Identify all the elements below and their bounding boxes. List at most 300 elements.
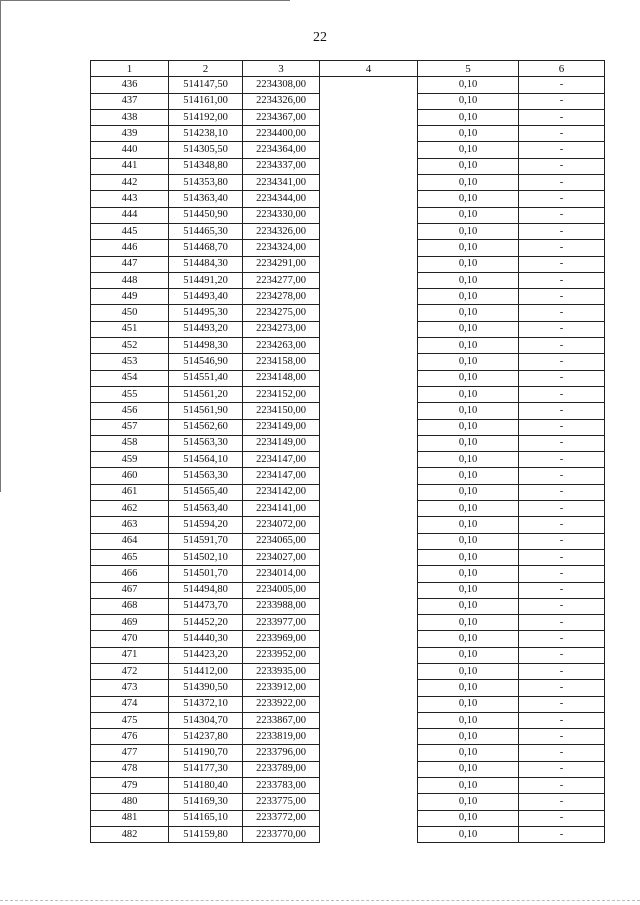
- table-cell-col6: -: [519, 598, 605, 614]
- table-cell-col4: [320, 501, 418, 517]
- table-cell-col3: 2233783,00: [243, 778, 320, 794]
- table-cell-col4: [320, 598, 418, 614]
- table-cell-col5: 0,10: [418, 191, 519, 207]
- table-cell-col3: 2233912,00: [243, 680, 320, 696]
- table-cell-col3: 2233770,00: [243, 826, 320, 842]
- table-cell-col2: 514563,30: [169, 435, 243, 451]
- column-header-4: 4: [320, 61, 418, 77]
- table-cell-col5: 0,10: [418, 175, 519, 191]
- table-cell-col2: 514562,60: [169, 419, 243, 435]
- table-cell-col4: [320, 533, 418, 549]
- table-cell-col1: 452: [91, 338, 169, 354]
- table-cell-col2: 514561,90: [169, 403, 243, 419]
- table-cell-col6: -: [519, 338, 605, 354]
- table-cell-col5: 0,10: [418, 142, 519, 158]
- table-cell-col1: 475: [91, 712, 169, 728]
- table-cell-col5: 0,10: [418, 615, 519, 631]
- table-cell-col6: -: [519, 826, 605, 842]
- table-cell-col5: 0,10: [418, 77, 519, 93]
- table-cell-col3: 2234344,00: [243, 191, 320, 207]
- table-cell-col6: -: [519, 386, 605, 402]
- table-cell-col1: 479: [91, 778, 169, 794]
- table-cell-col2: 514180,40: [169, 778, 243, 794]
- table-cell-col5: 0,10: [418, 93, 519, 109]
- table-cell-col6: -: [519, 484, 605, 500]
- table-row: [91, 484, 605, 500]
- table-cell-col2: 514169,30: [169, 794, 243, 810]
- table-cell-col6: -: [519, 566, 605, 582]
- table-cell-col3: 2233775,00: [243, 794, 320, 810]
- table-cell-col5: 0,10: [418, 712, 519, 728]
- table-cell-col2: 514502,10: [169, 549, 243, 565]
- table-cell-col5: 0,10: [418, 109, 519, 125]
- table-cell-col4: [320, 452, 418, 468]
- table-cell-col4: [320, 549, 418, 565]
- table-cell-col6: -: [519, 680, 605, 696]
- table-row: [91, 175, 605, 191]
- table-cell-col3: 2233922,00: [243, 696, 320, 712]
- table-cell-col3: 2234341,00: [243, 175, 320, 191]
- table-cell-col2: 514591,70: [169, 533, 243, 549]
- table-cell-col6: -: [519, 175, 605, 191]
- table-cell-col1: 448: [91, 272, 169, 288]
- table-row: [91, 207, 605, 223]
- table-cell-col1: 464: [91, 533, 169, 549]
- table-cell-col3: 2234337,00: [243, 158, 320, 174]
- table-cell-col3: 2234263,00: [243, 338, 320, 354]
- table-row: [91, 533, 605, 549]
- table-cell-col1: 474: [91, 696, 169, 712]
- table-cell-col1: 477: [91, 745, 169, 761]
- table-row: [91, 582, 605, 598]
- table-row: [91, 745, 605, 761]
- table-header-row: [91, 61, 605, 77]
- table-cell-col5: 0,10: [418, 810, 519, 826]
- table-cell-col4: [320, 582, 418, 598]
- table-cell-col3: 2234158,00: [243, 354, 320, 370]
- table-cell-col5: 0,10: [418, 338, 519, 354]
- table-cell-col4: [320, 778, 418, 794]
- table-cell-col2: 514563,40: [169, 501, 243, 517]
- column-header-3: 3: [243, 61, 320, 77]
- table-cell-col4: [320, 696, 418, 712]
- table-cell-col5: 0,10: [418, 452, 519, 468]
- table-cell-col4: [320, 175, 418, 191]
- table-cell-col4: [320, 142, 418, 158]
- table-row: [91, 305, 605, 321]
- table-row: [91, 615, 605, 631]
- table-cell-col2: 514190,70: [169, 745, 243, 761]
- table-cell-col3: 2233969,00: [243, 631, 320, 647]
- table-cell-col3: 2234277,00: [243, 272, 320, 288]
- table-cell-col4: [320, 566, 418, 582]
- table-cell-col3: 2234326,00: [243, 93, 320, 109]
- table-cell-col3: 2234326,00: [243, 223, 320, 239]
- table-cell-col6: -: [519, 549, 605, 565]
- table-row: [91, 223, 605, 239]
- table-cell-col6: -: [519, 289, 605, 305]
- table-cell-col3: 2234147,00: [243, 452, 320, 468]
- table-row: [91, 419, 605, 435]
- table-row: [91, 289, 605, 305]
- table-cell-col1: 469: [91, 615, 169, 631]
- table-cell-col1: 461: [91, 484, 169, 500]
- table-cell-col3: 2234330,00: [243, 207, 320, 223]
- table-cell-col4: [320, 826, 418, 842]
- column-header-1: 1: [91, 61, 169, 77]
- table-row: [91, 810, 605, 826]
- table-cell-col1: 481: [91, 810, 169, 826]
- table-cell-col5: 0,10: [418, 501, 519, 517]
- table-cell-col2: 514473,70: [169, 598, 243, 614]
- table-cell-col5: 0,10: [418, 826, 519, 842]
- table-cell-col2: 514494,80: [169, 582, 243, 598]
- table-cell-col5: 0,10: [418, 223, 519, 239]
- table-cell-col2: 514493,40: [169, 289, 243, 305]
- table-cell-col5: 0,10: [418, 272, 519, 288]
- table-cell-col5: 0,10: [418, 761, 519, 777]
- table-row: [91, 126, 605, 142]
- table-cell-col5: 0,10: [418, 663, 519, 679]
- table-cell-col2: 514412,00: [169, 663, 243, 679]
- table-cell-col5: 0,10: [418, 354, 519, 370]
- table-row: [91, 680, 605, 696]
- table-cell-col6: -: [519, 77, 605, 93]
- table-row: [91, 826, 605, 842]
- coordinates-table: [90, 60, 605, 843]
- table-cell-col2: 514561,20: [169, 386, 243, 402]
- table-cell-col2: 514304,70: [169, 712, 243, 728]
- table-cell-col1: 471: [91, 647, 169, 663]
- table-cell-col2: 514237,80: [169, 729, 243, 745]
- table-cell-col4: [320, 810, 418, 826]
- table-cell-col1: 473: [91, 680, 169, 696]
- table-cell-col1: 436: [91, 77, 169, 93]
- table-cell-col4: [320, 680, 418, 696]
- table-row: [91, 712, 605, 728]
- table-cell-col5: 0,10: [418, 794, 519, 810]
- table-cell-col4: [320, 305, 418, 321]
- table-cell-col4: [320, 223, 418, 239]
- table-cell-col5: 0,10: [418, 484, 519, 500]
- table-cell-col4: [320, 338, 418, 354]
- table-cell-col3: 2234027,00: [243, 549, 320, 565]
- table-cell-col6: -: [519, 663, 605, 679]
- table-cell-col1: 462: [91, 501, 169, 517]
- table-cell-col4: [320, 256, 418, 272]
- table-cell-col6: -: [519, 93, 605, 109]
- table-cell-col4: [320, 191, 418, 207]
- table-row: [91, 403, 605, 419]
- table-cell-col6: -: [519, 615, 605, 631]
- table-cell-col3: 2234148,00: [243, 370, 320, 386]
- table-cell-col4: [320, 794, 418, 810]
- table-cell-col6: -: [519, 745, 605, 761]
- table-cell-col1: 442: [91, 175, 169, 191]
- table-cell-col4: [320, 484, 418, 500]
- table-cell-col6: -: [519, 533, 605, 549]
- table-cell-col3: 2233796,00: [243, 745, 320, 761]
- table-cell-col5: 0,10: [418, 403, 519, 419]
- table-cell-col4: [320, 370, 418, 386]
- table-cell-col6: -: [519, 354, 605, 370]
- table-cell-col6: -: [519, 712, 605, 728]
- table-cell-col1: 476: [91, 729, 169, 745]
- table-cell-col1: 454: [91, 370, 169, 386]
- table-cell-col2: 514468,70: [169, 240, 243, 256]
- table-cell-col5: 0,10: [418, 745, 519, 761]
- table-cell-col2: 514165,10: [169, 810, 243, 826]
- table-row: [91, 631, 605, 647]
- table-cell-col5: 0,10: [418, 778, 519, 794]
- table-cell-col4: [320, 386, 418, 402]
- table-row: [91, 435, 605, 451]
- table-cell-col2: 514501,70: [169, 566, 243, 582]
- table-cell-col1: 453: [91, 354, 169, 370]
- table-cell-col6: -: [519, 305, 605, 321]
- table-cell-col3: 2234275,00: [243, 305, 320, 321]
- table-cell-col5: 0,10: [418, 647, 519, 663]
- table-cell-col3: 2234150,00: [243, 403, 320, 419]
- table-cell-col2: 514546,90: [169, 354, 243, 370]
- table-cell-col2: 514177,30: [169, 761, 243, 777]
- table-cell-col4: [320, 207, 418, 223]
- table-cell-col6: -: [519, 158, 605, 174]
- table-cell-col6: -: [519, 582, 605, 598]
- table-cell-col1: 439: [91, 126, 169, 142]
- table-cell-col6: -: [519, 142, 605, 158]
- table-cell-col4: [320, 289, 418, 305]
- table-cell-col5: 0,10: [418, 566, 519, 582]
- table-cell-col4: [320, 240, 418, 256]
- table-cell-col6: -: [519, 272, 605, 288]
- table-row: [91, 566, 605, 582]
- table-cell-col4: [320, 631, 418, 647]
- table-cell-col1: 468: [91, 598, 169, 614]
- table-cell-col3: 2233935,00: [243, 663, 320, 679]
- table-cell-col6: -: [519, 517, 605, 533]
- table-cell-col6: -: [519, 435, 605, 451]
- table-cell-col1: 449: [91, 289, 169, 305]
- table-cell-col4: [320, 663, 418, 679]
- table-row: [91, 354, 605, 370]
- table-cell-col2: 514159,80: [169, 826, 243, 842]
- table-cell-col3: 2234278,00: [243, 289, 320, 305]
- table-cell-col4: [320, 729, 418, 745]
- table-row: [91, 93, 605, 109]
- table-cell-col3: 2234149,00: [243, 419, 320, 435]
- table-cell-col1: 456: [91, 403, 169, 419]
- table-cell-col6: -: [519, 207, 605, 223]
- table-row: [91, 109, 605, 125]
- table-cell-col3: 2233819,00: [243, 729, 320, 745]
- table-cell-col5: 0,10: [418, 468, 519, 484]
- table-cell-col6: -: [519, 647, 605, 663]
- table-cell-col5: 0,10: [418, 680, 519, 696]
- table-cell-col2: 514450,90: [169, 207, 243, 223]
- table-cell-col6: -: [519, 321, 605, 337]
- table-cell-col6: -: [519, 468, 605, 484]
- table-cell-col1: 455: [91, 386, 169, 402]
- table-cell-col5: 0,10: [418, 321, 519, 337]
- table-cell-col1: 444: [91, 207, 169, 223]
- table-cell-col4: [320, 93, 418, 109]
- table-cell-col1: 445: [91, 223, 169, 239]
- table-cell-col1: 443: [91, 191, 169, 207]
- table-cell-col1: 458: [91, 435, 169, 451]
- table-cell-col6: -: [519, 729, 605, 745]
- table-cell-col2: 514161,00: [169, 93, 243, 109]
- table-cell-col1: 451: [91, 321, 169, 337]
- table-cell-col3: 2234364,00: [243, 142, 320, 158]
- table-cell-col3: 2234291,00: [243, 256, 320, 272]
- table-cell-col5: 0,10: [418, 435, 519, 451]
- table-cell-col6: -: [519, 810, 605, 826]
- table-cell-col2: 514498,30: [169, 338, 243, 354]
- table-row: [91, 778, 605, 794]
- table-cell-col2: 514484,30: [169, 256, 243, 272]
- table-cell-col3: 2234152,00: [243, 386, 320, 402]
- table-cell-col1: 440: [91, 142, 169, 158]
- table-cell-col1: 447: [91, 256, 169, 272]
- table-cell-col3: 2234308,00: [243, 77, 320, 93]
- table-cell-col3: 2233789,00: [243, 761, 320, 777]
- table-cell-col1: 459: [91, 452, 169, 468]
- table-cell-col4: [320, 272, 418, 288]
- table-cell-col3: 2234147,00: [243, 468, 320, 484]
- table-cell-col5: 0,10: [418, 289, 519, 305]
- table-cell-col2: 514423,20: [169, 647, 243, 663]
- table-cell-col6: -: [519, 761, 605, 777]
- table-cell-col5: 0,10: [418, 582, 519, 598]
- table-cell-col6: -: [519, 223, 605, 239]
- column-header-2: 2: [169, 61, 243, 77]
- table-cell-col6: -: [519, 256, 605, 272]
- table-cell-col2: 514372,10: [169, 696, 243, 712]
- table-cell-col5: 0,10: [418, 207, 519, 223]
- table-cell-col1: 470: [91, 631, 169, 647]
- table-cell-col1: 472: [91, 663, 169, 679]
- table-cell-col5: 0,10: [418, 256, 519, 272]
- table-cell-col5: 0,10: [418, 598, 519, 614]
- table-cell-col1: 438: [91, 109, 169, 125]
- table-cell-col3: 2234065,00: [243, 533, 320, 549]
- table-cell-col1: 460: [91, 468, 169, 484]
- table-cell-col1: 482: [91, 826, 169, 842]
- table-cell-col1: 457: [91, 419, 169, 435]
- table-cell-col2: 514551,40: [169, 370, 243, 386]
- table-cell-col5: 0,10: [418, 158, 519, 174]
- table-cell-col6: -: [519, 452, 605, 468]
- table-cell-col6: -: [519, 191, 605, 207]
- table-row: [91, 77, 605, 93]
- table-cell-col4: [320, 77, 418, 93]
- table-cell-col4: [320, 435, 418, 451]
- table-cell-col5: 0,10: [418, 370, 519, 386]
- table-cell-col2: 514238,10: [169, 126, 243, 142]
- table-header: [91, 61, 605, 77]
- table-cell-col2: 514565,40: [169, 484, 243, 500]
- table-cell-col1: 437: [91, 93, 169, 109]
- table-cell-col1: 441: [91, 158, 169, 174]
- table-cell-col5: 0,10: [418, 729, 519, 745]
- table-row: [91, 338, 605, 354]
- table-cell-col4: [320, 321, 418, 337]
- table-cell-col2: 514440,30: [169, 631, 243, 647]
- table-cell-col2: 514353,80: [169, 175, 243, 191]
- table-row: [91, 501, 605, 517]
- table-cell-col4: [320, 468, 418, 484]
- table-cell-col4: [320, 354, 418, 370]
- table-row: [91, 321, 605, 337]
- table-cell-col1: 480: [91, 794, 169, 810]
- table-cell-col3: 2234273,00: [243, 321, 320, 337]
- table-cell-col4: [320, 647, 418, 663]
- table-row: [91, 370, 605, 386]
- table-cell-col1: 465: [91, 549, 169, 565]
- table-cell-col6: -: [519, 794, 605, 810]
- table-row: [91, 256, 605, 272]
- table-row: [91, 468, 605, 484]
- table-row: [91, 240, 605, 256]
- table-cell-col2: 514495,30: [169, 305, 243, 321]
- table-cell-col3: 2234367,00: [243, 109, 320, 125]
- table-cell-col5: 0,10: [418, 533, 519, 549]
- table-cell-col2: 514305,50: [169, 142, 243, 158]
- table-cell-col6: -: [519, 419, 605, 435]
- table-cell-col5: 0,10: [418, 549, 519, 565]
- table-cell-col4: [320, 615, 418, 631]
- table-cell-col3: 2233977,00: [243, 615, 320, 631]
- page-number: 22: [313, 30, 327, 45]
- table-cell-col6: -: [519, 109, 605, 125]
- table-cell-col1: 463: [91, 517, 169, 533]
- table-cell-col2: 514192,00: [169, 109, 243, 125]
- table-row: [91, 729, 605, 745]
- table-cell-col1: 467: [91, 582, 169, 598]
- table-cell-col2: 514390,50: [169, 680, 243, 696]
- scan-edge-left: [0, 0, 1, 492]
- table-cell-col2: 514491,20: [169, 272, 243, 288]
- table-cell-col6: -: [519, 696, 605, 712]
- table-cell-col2: 514465,30: [169, 223, 243, 239]
- table-cell-col5: 0,10: [418, 419, 519, 435]
- table-cell-col6: -: [519, 631, 605, 647]
- table-body: [91, 77, 605, 843]
- table-row: [91, 663, 605, 679]
- table-row: [91, 696, 605, 712]
- table-cell-col2: 514493,20: [169, 321, 243, 337]
- table-cell-col5: 0,10: [418, 126, 519, 142]
- scan-edge-top: [0, 0, 290, 1]
- table-cell-col4: [320, 761, 418, 777]
- table-row: [91, 517, 605, 533]
- table-cell-col4: [320, 712, 418, 728]
- table-cell-col6: -: [519, 403, 605, 419]
- table-cell-col5: 0,10: [418, 305, 519, 321]
- table-cell-col2: 514563,30: [169, 468, 243, 484]
- table-cell-col2: 514147,50: [169, 77, 243, 93]
- table-row: [91, 386, 605, 402]
- table-row: [91, 549, 605, 565]
- table-cell-col6: -: [519, 240, 605, 256]
- table-cell-col3: 2234400,00: [243, 126, 320, 142]
- table-cell-col5: 0,10: [418, 386, 519, 402]
- table-row: [91, 158, 605, 174]
- table-cell-col3: 2234141,00: [243, 501, 320, 517]
- table-cell-col1: 466: [91, 566, 169, 582]
- table-cell-col3: 2234014,00: [243, 566, 320, 582]
